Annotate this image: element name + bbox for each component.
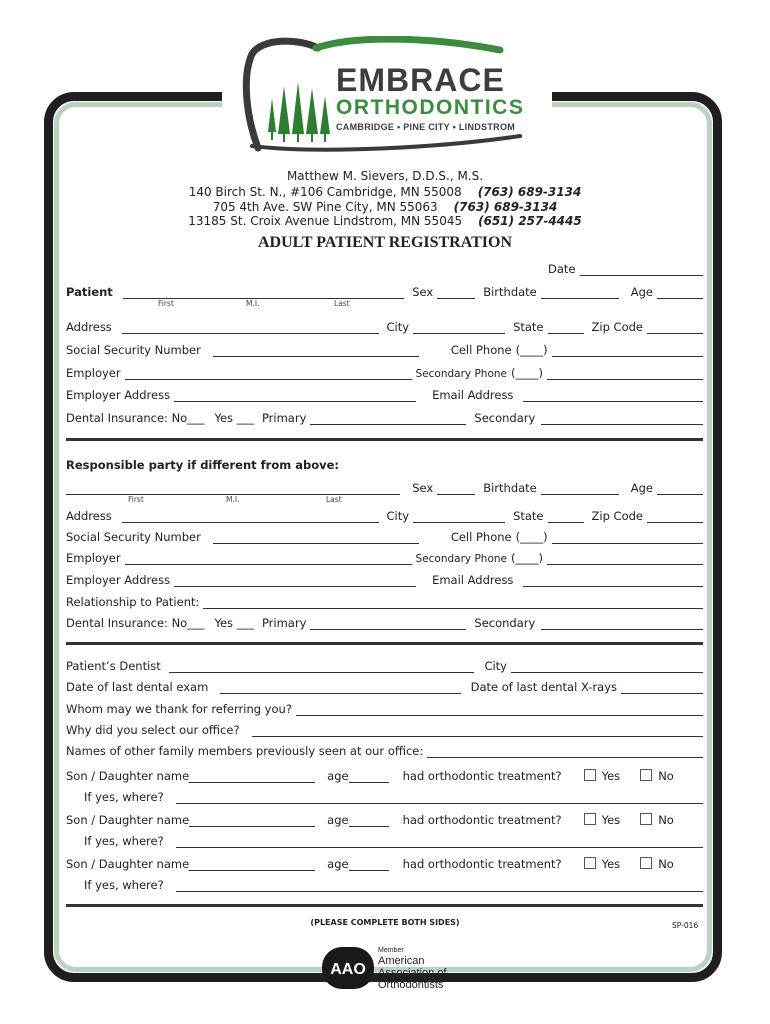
birthdate-field[interactable]	[541, 483, 619, 495]
employer-row	[66, 364, 703, 380]
no-label: No	[658, 857, 674, 871]
zip-label: Zip Code	[591, 509, 643, 523]
patient-name-field[interactable]	[123, 287, 404, 299]
email-field[interactable]	[523, 575, 703, 587]
sex-field[interactable]	[437, 287, 475, 299]
age-label: age	[327, 857, 349, 871]
family-member-row	[66, 811, 703, 827]
family-field[interactable]	[427, 746, 703, 758]
if-yes-row	[84, 832, 703, 848]
last-exam-label: Date of last dental exam	[66, 680, 209, 694]
if-yes-row	[84, 876, 703, 892]
email-field[interactable]	[523, 390, 703, 402]
dentist-city-field[interactable]	[511, 661, 703, 673]
if-yes-field[interactable]	[176, 880, 703, 892]
last-exam-field[interactable]	[220, 682, 460, 694]
if-yes-row	[84, 788, 703, 804]
state-field[interactable]	[548, 322, 584, 334]
office-phone: (763) 689-3134	[477, 185, 582, 199]
secondary-phone-label: Secondary Phone	[415, 368, 508, 380]
age-field[interactable]	[657, 483, 703, 495]
state-label: State	[513, 509, 544, 523]
if-yes-label: If yes, where?	[84, 878, 164, 892]
form-title: ADULT PATIENT REGISTRATION	[258, 234, 512, 251]
employer-address-field[interactable]	[174, 575, 416, 587]
dentist-field[interactable]	[169, 661, 475, 673]
son-daughter-field[interactable]	[189, 771, 315, 783]
aao-line-1: American	[378, 955, 425, 967]
referral-row	[66, 700, 703, 716]
dentist-label: Patient’s Dentist	[66, 659, 161, 673]
insurance-row	[66, 409, 703, 425]
secondary-area-code: (____)	[511, 551, 543, 565]
first-sublabel: First	[128, 495, 144, 504]
state-label: State	[513, 320, 544, 334]
yes-label: Yes	[601, 857, 621, 871]
member-age-field[interactable]	[349, 815, 389, 827]
primary-label: Primary	[261, 616, 307, 630]
family-member-row	[66, 855, 703, 871]
cell-area-code: (____)	[515, 343, 548, 357]
email-label: Email Address	[432, 573, 514, 587]
yes-checkbox[interactable]	[584, 857, 596, 869]
aao-member-label: Member	[378, 947, 404, 954]
referral-label: Whom may we thank for referring you?	[66, 702, 292, 716]
employer-address-label: Employer Address	[66, 573, 171, 587]
yes-checkbox[interactable]	[584, 769, 596, 781]
office-address: 13185 St. Croix Avenue Lindstrom, MN 55045	[188, 214, 463, 228]
office-line	[0, 184, 770, 200]
city-label: City	[386, 320, 410, 334]
complete-both-sides-note: (PLEASE COMPLETE BOTH SIDES)	[310, 918, 460, 927]
office-line	[0, 213, 770, 229]
treatment-label: had orthodontic treatment?	[402, 813, 562, 827]
birthdate-label: Birthdate	[483, 481, 537, 495]
insurance-row	[66, 614, 703, 630]
primary-field[interactable]	[310, 618, 466, 630]
why-label: Why did you select our office?	[66, 723, 240, 737]
zip-field[interactable]	[647, 511, 703, 523]
age-label: Age	[630, 481, 653, 495]
patient-label: Patient	[66, 285, 113, 299]
cell-label: Cell Phone	[450, 530, 512, 544]
exam-row	[66, 678, 703, 694]
secondary-area-code: (____)	[511, 366, 543, 380]
age-label: age	[327, 813, 349, 827]
primary-field[interactable]	[310, 413, 466, 425]
address-field[interactable]	[122, 511, 379, 523]
section-divider	[66, 904, 703, 907]
responsible-heading	[66, 456, 703, 472]
employer-row	[66, 549, 703, 565]
brand-name	[336, 64, 524, 134]
ssn-field[interactable]	[213, 532, 419, 544]
yes-label: Yes	[601, 769, 621, 783]
referral-field[interactable]	[296, 704, 703, 716]
zip-field[interactable]	[647, 322, 703, 334]
employer-address-field[interactable]	[174, 390, 416, 402]
family-label: Names of other family members previously seen at our office:	[66, 744, 424, 758]
treatment-label: had orthodontic treatment?	[402, 769, 562, 783]
son-daughter-field[interactable]	[189, 815, 315, 827]
relationship-row	[66, 593, 703, 609]
insurance-no-label: Dental Insurance: No___	[66, 411, 205, 425]
patient-row	[66, 283, 703, 299]
address-row	[66, 507, 703, 523]
responsible-name-field[interactable]	[66, 483, 400, 495]
address-row	[66, 318, 703, 334]
address-field[interactable]	[122, 322, 379, 334]
age-label: Age	[630, 285, 653, 299]
responsible-name-row	[66, 479, 703, 495]
cell-field[interactable]	[552, 532, 703, 544]
dentist-row	[66, 657, 703, 673]
brand-line-3: CAMBRIDGE • PINE CITY • LINDSTROM	[336, 122, 516, 132]
if-yes-field[interactable]	[176, 792, 703, 804]
insurance-yes-label: Yes ___	[214, 411, 254, 425]
employer-address-label: Employer Address	[66, 388, 171, 402]
mi-sublabel: M.I.	[226, 495, 240, 504]
family-member-row	[66, 767, 703, 783]
office-address: 705 4th Ave. SW Pine City, MN 55063	[212, 200, 438, 214]
last-sublabel: Last	[334, 299, 350, 308]
city-label: City	[484, 659, 507, 673]
son-daughter-label: Son / Daughter name	[66, 813, 190, 827]
primary-label: Primary	[261, 411, 307, 425]
aao-logo-text: AAO	[330, 961, 366, 978]
zip-label: Zip Code	[591, 320, 643, 334]
if-yes-field[interactable]	[176, 836, 703, 848]
age-field[interactable]	[657, 287, 703, 299]
email-label: Email Address	[432, 388, 514, 402]
family-row	[66, 742, 703, 758]
treatment-label: had orthodontic treatment?	[402, 857, 562, 871]
sex-field[interactable]	[437, 483, 475, 495]
responsible-heading-text: Responsible party if different from above:	[66, 458, 339, 472]
last-xrays-label: Date of last dental X-rays	[470, 680, 617, 694]
sex-label: Sex	[412, 285, 434, 299]
why-field[interactable]	[252, 725, 703, 737]
date-label: Date	[548, 262, 576, 276]
aao-line-3: Orthodontists	[378, 979, 444, 991]
relationship-field[interactable]	[203, 597, 703, 609]
age-label: age	[327, 769, 349, 783]
form-code: SP-016	[672, 921, 699, 930]
ssn-row	[66, 341, 703, 357]
secondary-label: Secondary	[474, 411, 536, 425]
ssn-row	[66, 528, 703, 544]
member-age-field[interactable]	[349, 771, 389, 783]
city-field[interactable]	[413, 322, 505, 334]
city-label: City	[386, 509, 410, 523]
yes-checkbox[interactable]	[584, 813, 596, 825]
address-label: Address	[66, 320, 112, 334]
city-field[interactable]	[413, 511, 505, 523]
secondary-phone-label: Secondary Phone	[415, 553, 508, 565]
employer-field[interactable]	[125, 368, 412, 380]
first-sublabel: First	[158, 299, 174, 308]
office-phone: (651) 257-4445	[478, 214, 582, 228]
cell-label: Cell Phone	[450, 343, 512, 357]
state-field[interactable]	[548, 511, 584, 523]
section-divider	[66, 438, 703, 441]
brand-line-1: EMBRACE	[336, 62, 505, 98]
birthdate-label: Birthdate	[483, 285, 537, 299]
date-row	[548, 260, 703, 276]
employer-label: Employer	[66, 551, 121, 565]
insurance-yes-label: Yes ___	[214, 616, 254, 630]
secondary-phone-field[interactable]	[547, 368, 703, 380]
ssn-label: Social Security Number	[66, 343, 201, 357]
cell-field[interactable]	[552, 345, 703, 357]
sex-label: Sex	[412, 481, 434, 495]
yes-label: Yes	[601, 813, 621, 827]
member-age-field[interactable]	[349, 859, 389, 871]
last-sublabel: Last	[326, 495, 342, 504]
if-yes-label: If yes, where?	[84, 834, 164, 848]
birthdate-field[interactable]	[541, 287, 619, 299]
employer-address-row	[66, 571, 703, 587]
address-label: Address	[66, 509, 112, 523]
aao-line-2: Association of	[378, 967, 447, 979]
no-checkbox[interactable]	[640, 857, 652, 869]
employer-field[interactable]	[125, 553, 412, 565]
aao-membership	[378, 947, 446, 991]
son-daughter-label: Son / Daughter name	[66, 769, 190, 783]
no-label: No	[658, 813, 674, 827]
no-checkbox[interactable]	[640, 769, 652, 781]
why-row	[66, 721, 703, 737]
son-daughter-field[interactable]	[189, 859, 315, 871]
employer-address-row	[66, 386, 703, 402]
last-xrays-field[interactable]	[621, 682, 703, 694]
secondary-field[interactable]	[541, 413, 703, 425]
ssn-field[interactable]	[213, 345, 419, 357]
section-divider	[66, 642, 703, 645]
secondary-phone-field[interactable]	[547, 553, 703, 565]
relationship-label: Relationship to Patient:	[66, 595, 200, 609]
secondary-field[interactable]	[541, 618, 703, 630]
office-phone: (763) 689-3134	[453, 200, 558, 214]
employer-label: Employer	[66, 366, 121, 380]
date-field[interactable]	[580, 264, 704, 276]
insurance-no-label: Dental Insurance: No___	[66, 616, 205, 630]
secondary-label: Secondary	[474, 616, 536, 630]
brand-line-2: ORTHODONTICS	[336, 96, 525, 119]
son-daughter-label: Son / Daughter name	[66, 857, 190, 871]
no-checkbox[interactable]	[640, 813, 652, 825]
office-address: 140 Birch St. N., #106 Cambridge, MN 55008	[188, 185, 462, 199]
if-yes-label: If yes, where?	[84, 790, 164, 804]
no-label: No	[658, 769, 674, 783]
cell-area-code: (____)	[515, 530, 548, 544]
doctor-name: Matthew M. Sievers, D.D.S., M.S.	[286, 169, 484, 183]
mi-sublabel: M.I.	[246, 299, 260, 308]
ssn-label: Social Security Number	[66, 530, 201, 544]
